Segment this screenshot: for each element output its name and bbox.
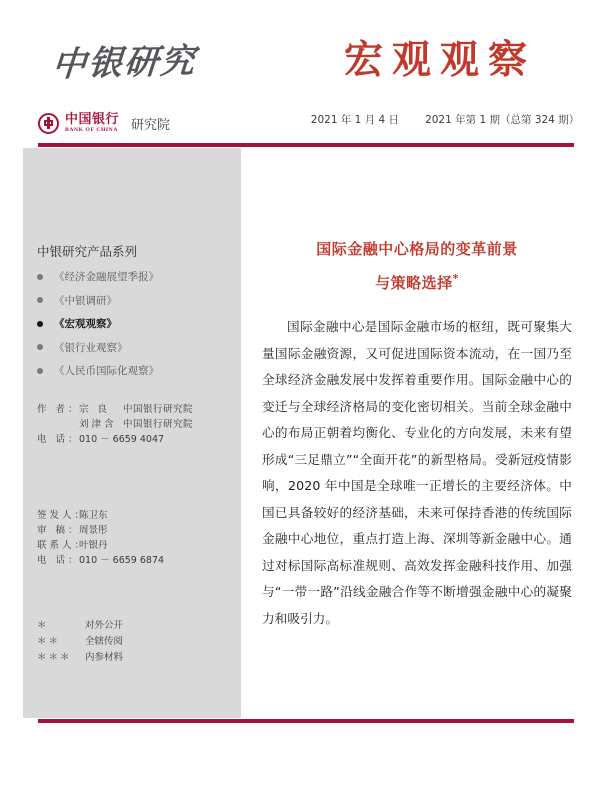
author-phone-value: 010 － 6659 4047 (79, 434, 165, 445)
bullet-icon (37, 297, 43, 303)
product-series-section (37, 242, 237, 387)
footnote-legend-section (37, 618, 237, 666)
journal-title: 宏观观察 (343, 37, 536, 83)
author-name-1: 刘津含 (79, 419, 117, 430)
legend-stars-1: ＊＊ (37, 636, 61, 647)
main-content (262, 148, 572, 632)
institute-label: 研究院 (131, 117, 171, 133)
bank-of-china-emblem-icon (38, 113, 59, 134)
signoff-value-1: 周景彤 (79, 525, 108, 536)
author-name-0: 宗 良 (79, 404, 111, 415)
product-series-title: 中银研究产品系列 (37, 244, 138, 259)
sidebar (23, 148, 241, 718)
author-org-0: 中国银行研究院 (123, 404, 194, 415)
product-label: 《中银调研》 (54, 294, 117, 307)
product-series-list (37, 269, 237, 378)
authors-key: 作 者： (37, 404, 81, 415)
author-value-1 (79, 417, 237, 432)
signoff-row-3 (37, 553, 237, 568)
legend-stars-2: ＊＊＊ (37, 652, 72, 663)
signoff-key-1: 审 稿： (37, 525, 81, 536)
legend-row-2 (37, 650, 237, 666)
sidebar-item-product-1[interactable] (37, 293, 237, 308)
brand-calligraphy-logo: 中银研究 (50, 41, 198, 85)
legend-row-1 (37, 634, 237, 650)
signoff-key-0: 签发人： (37, 510, 88, 521)
article-title (262, 234, 572, 298)
publication-date: 2021 年 1 月 4 日 (310, 114, 400, 126)
legend-label-1: 全辖传阅 (85, 636, 124, 647)
authors-section (37, 402, 237, 447)
bullet-icon (37, 344, 43, 350)
article-title-footnote-marker: * (452, 272, 459, 285)
bank-name-en: BANK OF CHINA (65, 126, 118, 133)
signoff-row-1 (37, 523, 237, 538)
signoff-value-3: 010 － 6659 6874 (79, 555, 165, 566)
author-phone-key: 电 话： (37, 434, 81, 445)
author-value-0 (79, 402, 237, 417)
sidebar-item-product-4[interactable] (37, 363, 237, 378)
product-label: 《经济金融展望季报》 (54, 271, 159, 283)
header-divider-rule (38, 143, 574, 147)
bullet-icon (37, 368, 43, 374)
sidebar-item-product-2-current[interactable] (37, 316, 237, 331)
issue-info (300, 112, 590, 127)
legend-label-0: 对外公开 (85, 620, 124, 631)
article-title-line2-wrap (262, 264, 572, 298)
sidebar-item-product-0[interactable] (37, 269, 237, 284)
bullet-icon (37, 274, 43, 280)
article-title-line1: 国际金融中心格局的变革前景 (316, 240, 518, 258)
page-header (0, 0, 612, 148)
issue-number: 2021 年第 1 期（总第 324 期） (425, 114, 580, 126)
product-label: 《银行业观察》 (54, 341, 128, 354)
article-abstract: 国际金融中心是国际金融市场的枢纽，既可聚集大量国际金融资源，又可促进国际资本流动，在一国乃至全球经济金融发展中发挥着重要作用。国际金融中心的变迁与全球经济格局的变化密切相关。当前全球金融中心的布局正朝着均衡化、专业化的方向发展，未来有望形成“三足鼎立”“全面开花”的新型格局。受新冠疫情影响，2020 年中国是全球唯一正增长的主要经济体。中国已具备较好的经济基础，未来可保持香港的传统国际金融中心地位，重点打造上海、深圳等新金融中心。通过对标国际高标准规则、高效发挥金融科技作用、加强与“一带一路”沿线金融合作等不断增强金融中心的凝聚力和吸引力。 (262, 319, 572, 626)
signoff-row-2 (37, 538, 237, 553)
legend-stars-0: ＊ (37, 620, 49, 631)
bullet-icon (37, 321, 43, 327)
signoff-key-2: 联系人： (37, 540, 88, 551)
bank-name-cn: 中国银行 (65, 111, 120, 127)
author-row-1 (37, 417, 237, 432)
footer-divider-rule (38, 719, 574, 723)
signoff-value-2: 叶银丹 (79, 540, 108, 551)
author-org-1: 中国银行研究院 (123, 419, 194, 430)
author-row-0 (37, 402, 237, 417)
article-title-line2: 与策略选择 (375, 274, 453, 292)
signoff-section (37, 508, 237, 568)
signoff-value-0: 陈卫东 (79, 510, 108, 521)
signoff-key-3: 电 话： (37, 555, 81, 566)
signoff-row-0 (37, 508, 237, 523)
legend-label-2: 内参材料 (85, 652, 124, 663)
product-label: 《宏观观察》 (54, 318, 117, 330)
legend-row-0 (37, 618, 237, 634)
author-phone-row (37, 432, 237, 447)
bank-of-china-logo-lockup (38, 110, 170, 136)
product-label: 《人民币国际化观察》 (54, 365, 159, 377)
sidebar-item-product-3[interactable] (37, 340, 237, 355)
bank-of-china-wordmark (65, 113, 119, 134)
